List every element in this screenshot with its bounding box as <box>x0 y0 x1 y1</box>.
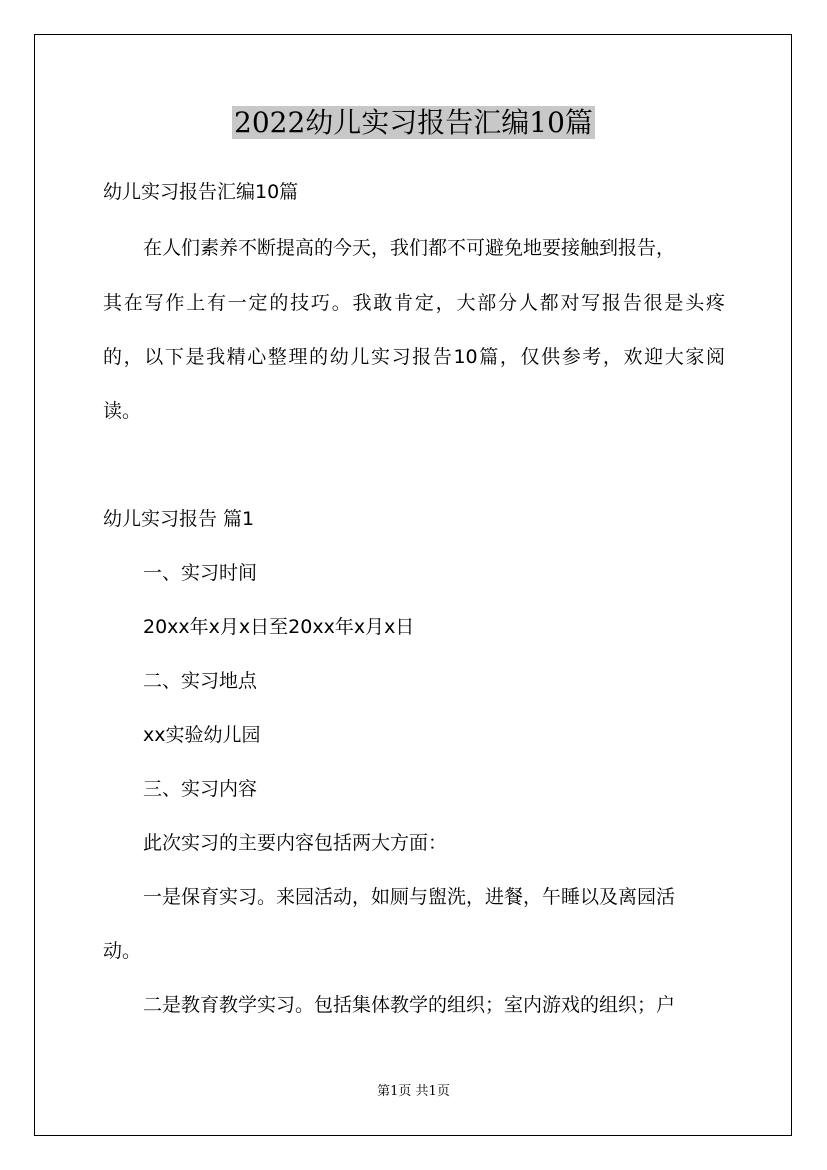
document-title <box>0 103 827 143</box>
document-subtitle: 幼儿实习报告汇编10篇 <box>103 181 299 203</box>
item3-heading: 三、实习内容 <box>143 778 258 800</box>
item1-heading: 一、实习时间 <box>143 562 258 584</box>
item2-text: xx实验幼儿园 <box>143 724 261 746</box>
point2-line-1: 二是教育教学实习。包括集体教学的组织；室内游戏的组织；户 <box>143 994 676 1016</box>
item3-text: 此次实习的主要内容包括两大方面： <box>143 832 448 854</box>
section-heading: 幼儿实习报告 篇1 <box>103 508 255 530</box>
title-text: 2022幼儿实习报告汇编10篇 <box>234 106 593 139</box>
point1-line-1: 一是保育实习。来园活动，如厕与盥洗，进餐，午睡以及离园活 <box>143 886 676 908</box>
intro-line-3: 的，以下是我精心整理的幼儿实习报告10篇，仅供参考，欢迎大家阅 <box>103 346 725 368</box>
page-footer: 第1页 共1页 <box>377 1084 450 1099</box>
item2-heading: 二、实习地点 <box>143 670 258 692</box>
intro-line-2: 其在写作上有一定的技巧。我敢肯定，大部分人都对写报告很是头疼 <box>103 292 725 314</box>
intro-line-1: 在人们素养不断提高的今天，我们都不可避免地要接触到报告， <box>143 237 676 259</box>
point1-line-2: 动。 <box>103 940 142 962</box>
intro-line-4: 读。 <box>103 400 142 422</box>
item1-text: 20xx年x月x日至20xx年x月x日 <box>143 616 415 638</box>
